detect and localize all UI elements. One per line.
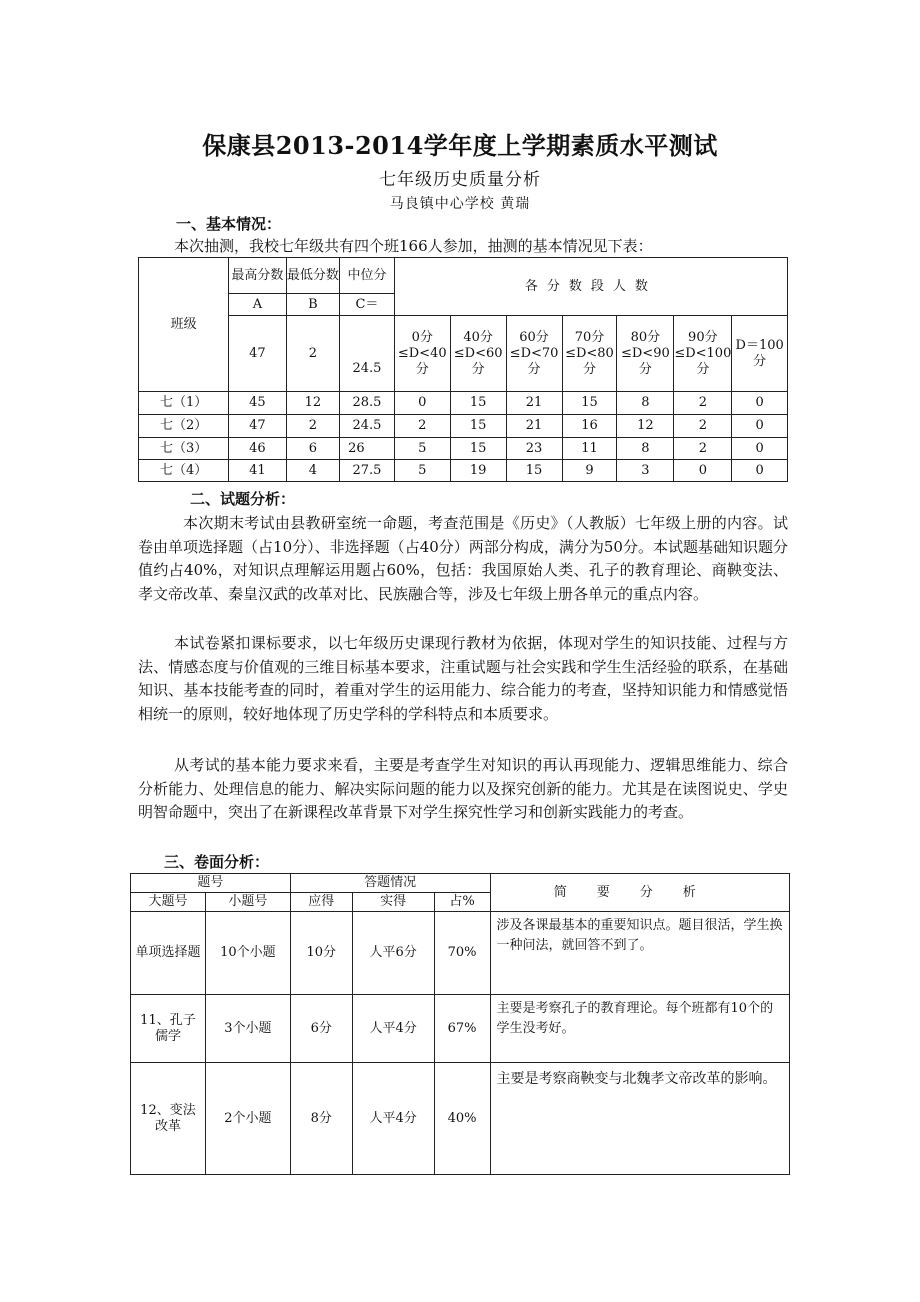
analysis-note: 主要是考察孔子的教育理论。每个班都有10个的学生没考好。 <box>490 995 789 1063</box>
pct-cell: 40% <box>434 1063 490 1175</box>
analysis-note: 主要是考察商鞅变与北魏孝文帝改革的影响。 <box>490 1063 789 1175</box>
max-cell: 46 <box>229 438 286 460</box>
major-cell: 12、变法改革 <box>131 1063 206 1175</box>
table-row <box>131 995 790 1063</box>
min-value: 2 <box>286 316 339 392</box>
section2-paragraph: 从考试的基本能力要求来看，主要是考查学生对知识的再认再现能力、逻辑思维能力、综合分析能力、处理信息的能力、解决实际问题的能力以及探究创新的能力。尤其是在读图说史、学史明智命题中，突出了在新课程改革背景下对学生探究性学习和创新实践能力的考查。 <box>138 756 788 821</box>
band-cell: 8 <box>617 392 674 415</box>
minor-cell: 10个小题 <box>205 912 290 995</box>
paper-analysis-table <box>130 873 790 1175</box>
band-header: 90分≤D<100分 <box>674 316 732 392</box>
analysis-header: 简要分析 <box>490 874 789 912</box>
section2-paragraph: 本次期末考试由县教研室统一命题，考查范围是《历史》（人教版）七年级上册的内容。试卷由单项选择题（占10分）、非选择题（占40分）两部分构成，满分为50分。本试题基础知识题分值约占40%，对知识点理解运用题占60%，包括：我国原始人类、孔子的教育理论、商鞅变法、孝文帝改革、秦皇汉武的改革对比、民族融合等，涉及七年级上册各单元的重点内容。 <box>138 514 788 603</box>
band-cell: 0 <box>674 460 732 482</box>
max-cell: 47 <box>229 415 286 438</box>
median-cell: 24.5 <box>340 415 395 438</box>
table-row <box>131 1063 790 1175</box>
max-header: 最高分数 <box>229 258 286 294</box>
actual-cell: 人平4分 <box>352 1063 434 1175</box>
band-header: 80分≤D<90分 <box>617 316 674 392</box>
table-row <box>139 392 788 415</box>
max-cell: 45 <box>229 392 286 415</box>
max-cell: 41 <box>229 460 286 482</box>
median-value: 24.5 <box>340 316 395 392</box>
max-value: 47 <box>229 316 286 392</box>
band-cell: 15 <box>506 460 562 482</box>
actual-cell: 人平6分 <box>352 912 434 995</box>
band-cell: 19 <box>450 460 506 482</box>
band-cell: 5 <box>394 438 450 460</box>
minor-cell: 2个小题 <box>205 1063 290 1175</box>
band-cell: 12 <box>617 415 674 438</box>
band-header: D＝100分 <box>732 316 788 392</box>
class-cell: 七（3） <box>139 438 229 460</box>
min-code: B <box>286 294 339 316</box>
due-cell: 6分 <box>290 995 352 1063</box>
band-cell: 9 <box>562 460 617 482</box>
band-header: 40分≤D<60分 <box>450 316 506 392</box>
pct-cell: 70% <box>434 912 490 995</box>
band-cell: 16 <box>562 415 617 438</box>
band-header: 0分≤D<40分 <box>394 316 450 392</box>
answer-header: 答题情况 <box>290 874 490 893</box>
min-header: 最低分数 <box>286 258 339 294</box>
band-cell: 23 <box>506 438 562 460</box>
section2-heading: 二、试题分析： <box>190 490 296 508</box>
document-title: 保康县2013-2014学年度上学期素质水平测试 <box>202 131 718 160</box>
band-cell: 5 <box>394 460 450 482</box>
band-cell: 3 <box>617 460 674 482</box>
band-cell: 15 <box>562 392 617 415</box>
band-cell: 0 <box>732 392 788 415</box>
class-cell: 七（1） <box>139 392 229 415</box>
pct-header: 占% <box>434 893 490 912</box>
median-code: C＝ <box>340 294 395 316</box>
band-cell: 15 <box>450 438 506 460</box>
minor-cell: 3个小题 <box>205 995 290 1063</box>
class-header: 班级 <box>139 258 229 392</box>
min-cell: 4 <box>286 460 339 482</box>
max-code: A <box>229 294 286 316</box>
median-cell: 26 <box>340 438 395 460</box>
band-cell: 11 <box>562 438 617 460</box>
due-cell: 8分 <box>290 1063 352 1175</box>
table-row <box>139 415 788 438</box>
band-cell: 21 <box>506 392 562 415</box>
band-cell: 0 <box>394 392 450 415</box>
analysis-note: 涉及各课最基本的重要知识点。题目很活，学生换一种问法，就回答不到了。 <box>490 912 789 995</box>
actual-header: 实得 <box>352 893 434 912</box>
table-row <box>139 438 788 460</box>
band-cell: 0 <box>732 438 788 460</box>
band-cell: 2 <box>394 415 450 438</box>
section1-heading: 一、基本情况： <box>176 215 282 233</box>
actual-cell: 人平4分 <box>352 995 434 1063</box>
band-cell: 2 <box>674 415 732 438</box>
major-cell: 单项选择题 <box>131 912 206 995</box>
min-cell: 12 <box>286 392 339 415</box>
band-cell: 15 <box>450 392 506 415</box>
band-cell: 15 <box>450 415 506 438</box>
document-subtitle: 七年级历史质量分析 <box>379 170 541 190</box>
pct-cell: 67% <box>434 995 490 1063</box>
major-header: 大题号 <box>131 893 206 912</box>
section1-intro: 本次抽测，我校七年级共有四个班166人参加，抽测的基本情况见下表： <box>174 237 653 255</box>
section2-paragraph: 本试卷紧扣课标要求，以七年级历史课现行教材为依据，体现对学生的知识技能、过程与方法、情感态度与价值观的三维目标基本要求，注重试题与社会实践和学生生活经验的联系，在基础知识、基本技能考查的同时，着重对学生的运用能力、综合能力的考查，坚持知识能力和情感觉悟相统一的原则，较好地体现了历史学科的学科特点和本质要求。 <box>138 634 788 723</box>
question-header: 题号 <box>131 874 291 893</box>
band-header: 70分≤D<80分 <box>562 316 617 392</box>
band-cell: 0 <box>732 460 788 482</box>
table-row <box>139 460 788 482</box>
table-row <box>131 912 790 995</box>
median-cell: 27.5 <box>340 460 395 482</box>
band-cell: 21 <box>506 415 562 438</box>
band-cell: 2 <box>674 392 732 415</box>
band-cell: 8 <box>617 438 674 460</box>
band-cell: 0 <box>732 415 788 438</box>
min-cell: 2 <box>286 415 339 438</box>
min-cell: 6 <box>286 438 339 460</box>
bands-header: 各分数段人数 <box>394 258 787 316</box>
minor-header: 小题号 <box>205 893 290 912</box>
due-header: 应得 <box>290 893 352 912</box>
class-cell: 七（4） <box>139 460 229 482</box>
author-line: 马良镇中心学校 黄瑞 <box>389 196 531 212</box>
due-cell: 10分 <box>290 912 352 995</box>
class-cell: 七（2） <box>139 415 229 438</box>
basic-stats-table <box>138 257 788 482</box>
median-cell: 28.5 <box>340 392 395 415</box>
major-cell: 11、孔子儒学 <box>131 995 206 1063</box>
band-header: 60分≤D<70分 <box>506 316 562 392</box>
band-cell: 2 <box>674 438 732 460</box>
median-header: 中位分 <box>340 258 395 294</box>
section3-heading: 三、卷面分析： <box>164 853 270 871</box>
